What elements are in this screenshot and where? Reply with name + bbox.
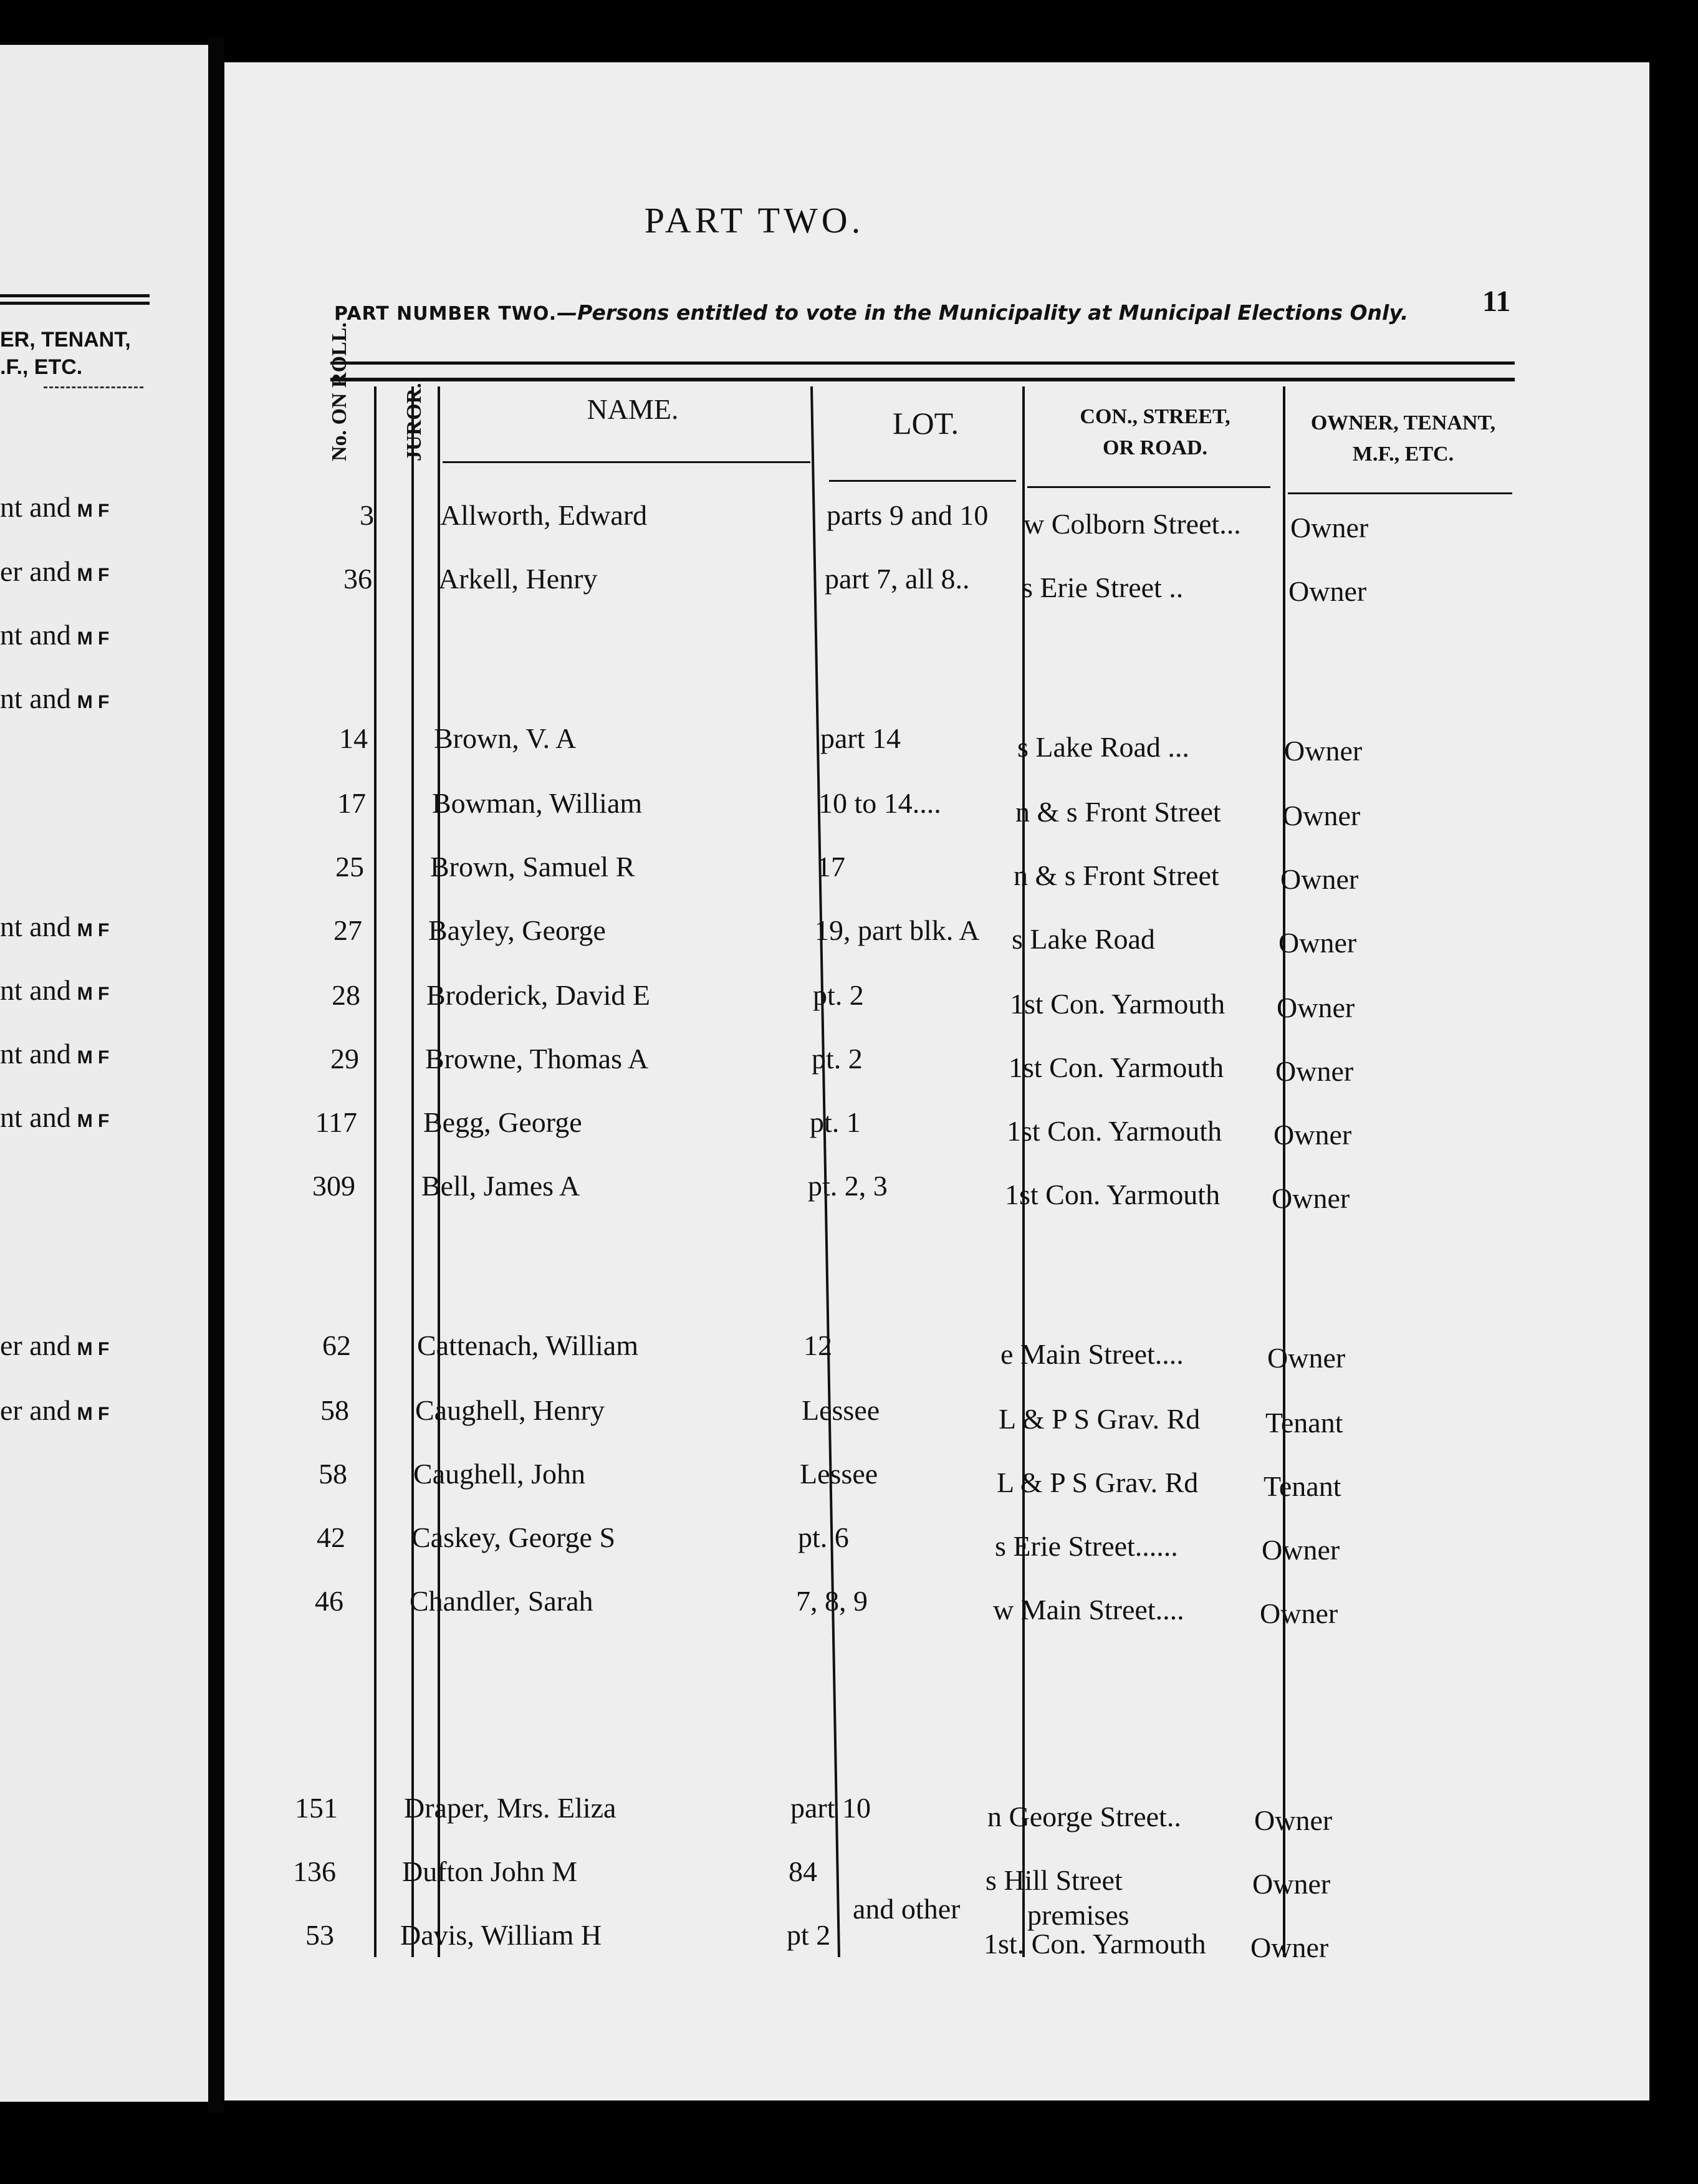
lot: Lessee [802, 1394, 880, 1426]
owner-status: Owner [1288, 575, 1367, 607]
left-row-mf: M F [77, 628, 110, 649]
roll-number: 309 [312, 1170, 355, 1202]
voter-name: Brown, V. A [434, 722, 577, 754]
subtitle-rest: —Persons entitled to vote in the Municipality at Municipal Elections Only. [557, 300, 1409, 325]
voter-name: Brown, Samuel R [430, 851, 635, 883]
owner-status: Owner [1254, 1804, 1333, 1836]
header-no-on-roll: No. ON ROLL. [328, 322, 351, 461]
roll-number: 27 [333, 914, 362, 946]
left-row-mf: M F [77, 565, 110, 585]
voter-name: Broderick, David E [426, 979, 650, 1011]
page-gutter [208, 37, 224, 2113]
header-underline-name [443, 461, 810, 463]
owner-status: Owner [1280, 863, 1359, 895]
roll-number: 36 [343, 563, 372, 595]
street: 1st Con. Yarmouth [1009, 1051, 1224, 1083]
street: n & s Front Street [1014, 860, 1219, 891]
left-row [0, 1037, 109, 1070]
left-row [0, 1394, 109, 1427]
subtitle-lead: PART NUMBER TWO. [334, 303, 557, 325]
left-header-line1: ER, TENANT, [0, 328, 131, 352]
left-row [0, 910, 109, 943]
owner-status: Tenant [1264, 1470, 1341, 1502]
left-row-mf: M F [77, 1047, 110, 1068]
roll-number: 14 [339, 722, 368, 754]
column-divider-1 [374, 386, 377, 1957]
voter-name: Caughell, John [413, 1458, 585, 1490]
lot: 19, part blk. A [815, 914, 980, 946]
street: L & P S Grav. Rd [997, 1467, 1199, 1498]
left-row-text: er and [0, 1329, 71, 1361]
roll-number: 151 [295, 1792, 338, 1824]
roll-number: 42 [317, 1521, 345, 1553]
left-rule-1 [0, 294, 150, 297]
left-header-rule [44, 386, 143, 388]
header-name: NAME. [587, 393, 679, 425]
roll-number: 58 [320, 1394, 349, 1426]
lot: 12 [803, 1329, 832, 1361]
left-row-text: nt and [0, 619, 71, 651]
header-underline-lot [829, 480, 1016, 482]
owner-status: Owner [1284, 735, 1363, 767]
roll-number: 53 [305, 1919, 334, 1951]
page-subtitle [334, 300, 1408, 325]
left-row-text: nt and [0, 911, 71, 942]
roll-number: 17 [337, 787, 366, 819]
lot: 17 [817, 851, 845, 883]
street: 1st Con. Yarmouth [1005, 1179, 1221, 1210]
street: s Erie Street...... [995, 1530, 1178, 1562]
header-rule-bottom [330, 378, 1515, 381]
street: s Hill Street [986, 1864, 1123, 1896]
street: 1st. Con. Yarmouth [984, 1928, 1206, 1960]
voter-name: Caskey, George S [411, 1521, 616, 1553]
page-number: 11 [1482, 285, 1511, 318]
voter-name: Bowman, William [432, 787, 643, 819]
street: n & s Front Street [1015, 796, 1221, 828]
lot: parts 9 and 10 [827, 499, 989, 531]
voter-name: Draper, Mrs. Eliza [404, 1792, 616, 1824]
owner-status: Owner [1274, 1119, 1352, 1151]
left-header-line2: .F., ETC. [0, 355, 83, 379]
note-premises: premises [1027, 1899, 1130, 1931]
left-row-text: nt and [0, 974, 71, 1006]
roll-number: 136 [293, 1856, 336, 1887]
lot: pt. 2 [812, 1043, 863, 1075]
street: e Main Street.... [1000, 1338, 1184, 1370]
owner-status: Tenant [1265, 1407, 1343, 1439]
roll-number: 46 [315, 1585, 343, 1617]
header-con-line2: OR ROAD. [1102, 436, 1208, 459]
street: 1st Con. Yarmouth [1007, 1115, 1222, 1147]
left-facing-page [0, 45, 208, 2102]
left-row [0, 618, 109, 651]
owner-status: Owner [1282, 800, 1361, 831]
header-juror: JUROR. [403, 383, 426, 461]
owner-status: Owner [1290, 512, 1369, 544]
lot: pt. 2, 3 [808, 1170, 888, 1202]
note-and-other: and other [853, 1893, 961, 1925]
lot: pt 2 [787, 1919, 831, 1951]
street: L & P S Grav. Rd [999, 1403, 1201, 1435]
roll-number: 28 [332, 979, 360, 1011]
header-lot: LOT. [893, 406, 959, 441]
left-row-mf: M F [77, 501, 110, 521]
left-row [0, 974, 109, 1007]
roll-number: 62 [322, 1329, 351, 1361]
lot: part 7, all 8.. [825, 563, 970, 595]
street: n George Street.. [987, 1801, 1181, 1832]
left-row [0, 1101, 109, 1134]
owner-status: Owner [1278, 927, 1357, 959]
left-row-text: er and [0, 1394, 71, 1426]
voter-name: Dufton John M [402, 1856, 578, 1887]
header-owner-line2: M.F., ETC. [1352, 443, 1454, 466]
left-row-text: nt and [0, 491, 71, 523]
header-underline-con [1027, 486, 1270, 488]
left-row-mf: M F [77, 1339, 110, 1359]
voter-name: Bell, James A [421, 1170, 580, 1202]
owner-status: Owner [1275, 1055, 1354, 1087]
left-row-mf: M F [77, 1404, 110, 1424]
owner-status: Owner [1250, 1932, 1329, 1963]
lot: 7, 8, 9 [796, 1585, 868, 1617]
lot: 10 to 14.... [818, 787, 941, 819]
voter-name: Bayley, George [428, 914, 606, 946]
voter-name: Begg, George [423, 1106, 582, 1138]
street: s Lake Road ... [1017, 731, 1189, 763]
street: 1st Con. Yarmouth [1010, 988, 1226, 1020]
left-row [0, 491, 109, 524]
column-divider-6 [1283, 386, 1285, 1957]
lot: pt. 1 [810, 1106, 861, 1138]
roll-number: 29 [330, 1043, 359, 1075]
lot: part 10 [790, 1792, 871, 1824]
header-owner-line1: OWNER, TENANT, [1310, 411, 1496, 434]
lot: pt. 6 [798, 1521, 849, 1553]
street: w Main Street.... [993, 1594, 1184, 1626]
left-row-mf: M F [77, 984, 110, 1004]
left-row-text: er and [0, 555, 71, 587]
owner-status: Owner [1260, 1597, 1338, 1629]
left-row-text: nt and [0, 1101, 71, 1133]
header-rule-top [330, 362, 1515, 365]
lot: Lessee [800, 1458, 878, 1490]
voter-name: Cattenach, William [417, 1329, 638, 1361]
street: s Lake Road [1012, 923, 1155, 955]
voter-name: Browne, Thomas A [425, 1043, 649, 1075]
lot: 84 [789, 1856, 817, 1887]
roll-number: 3 [360, 499, 374, 531]
lot: pt. 2 [813, 979, 864, 1011]
left-row-text: nt and [0, 1038, 71, 1070]
left-row-mf: M F [77, 692, 110, 712]
voter-name: Davis, William H [400, 1919, 602, 1951]
owner-status: Owner [1267, 1342, 1346, 1374]
header-con-line1: CON., STREET, [1080, 405, 1230, 428]
page-title: PART TWO. [644, 200, 865, 241]
left-rule-2 [0, 302, 150, 305]
voter-name: Arkell, Henry [438, 563, 598, 595]
voter-name: Caughell, Henry [415, 1394, 605, 1426]
street: s Erie Street .. [1022, 572, 1184, 603]
header-underline-owner [1288, 492, 1512, 494]
left-row-text: nt and [0, 682, 71, 714]
roll-number: 117 [315, 1106, 357, 1138]
column-divider-5 [1022, 386, 1025, 1957]
owner-status: Owner [1262, 1534, 1340, 1566]
owner-status: Owner [1277, 992, 1355, 1023]
voter-name: Chandler, Sarah [410, 1585, 593, 1617]
street: w Colborn Street... [1024, 508, 1241, 540]
left-row-mf: M F [77, 920, 110, 941]
left-row [0, 1329, 109, 1362]
roll-number: 58 [319, 1458, 347, 1490]
left-row [0, 682, 109, 715]
left-row-mf: M F [77, 1111, 110, 1131]
left-row [0, 555, 109, 588]
column-divider-2 [411, 386, 414, 1957]
owner-status: Owner [1252, 1868, 1331, 1900]
roll-number: 25 [335, 851, 364, 883]
lot: part 14 [820, 722, 901, 754]
owner-status: Owner [1272, 1182, 1350, 1214]
voter-name: Allworth, Edward [440, 499, 648, 531]
